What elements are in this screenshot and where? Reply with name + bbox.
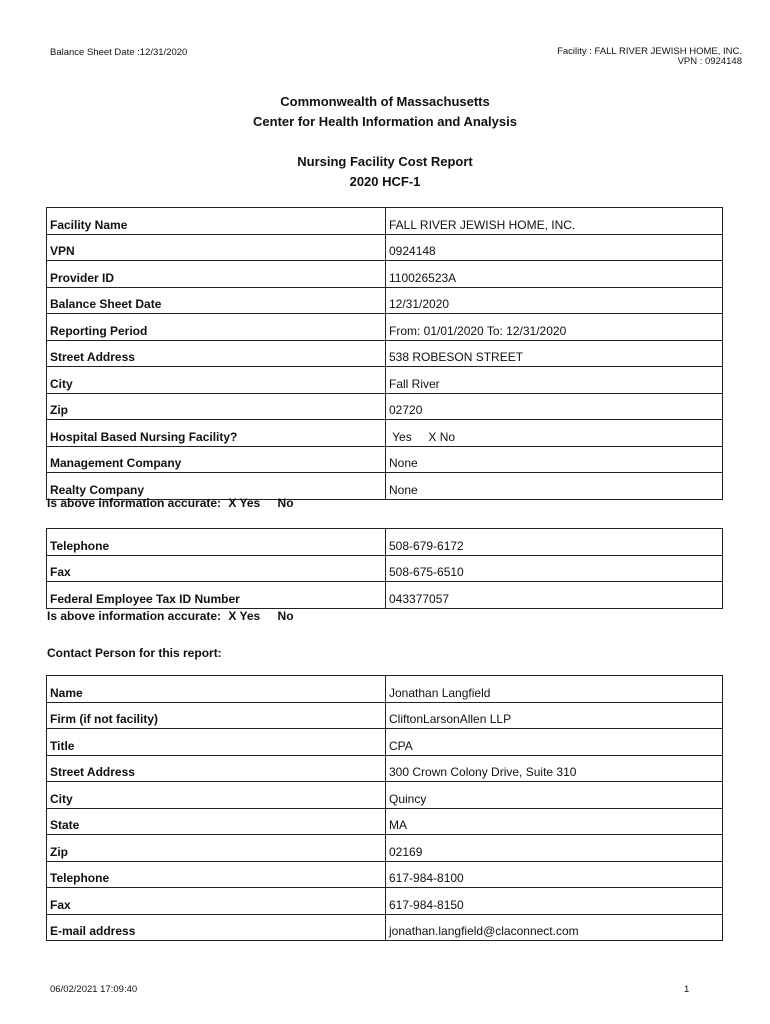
contact-person-heading: Contact Person for this report: bbox=[47, 646, 222, 660]
table-row bbox=[47, 914, 723, 941]
row-label: Realty Company bbox=[47, 473, 386, 500]
row-value: Jonathan Langfield bbox=[386, 676, 723, 703]
row-label: Provider ID bbox=[47, 261, 386, 288]
accuracy-question-1 bbox=[47, 496, 294, 510]
table-row bbox=[47, 393, 723, 420]
table-row bbox=[47, 287, 723, 314]
row-value: 0924148 bbox=[386, 234, 723, 261]
row-value: CliftonLarsonAllen LLP bbox=[386, 702, 723, 729]
row-label: E-mail address bbox=[47, 914, 386, 941]
table-row bbox=[47, 835, 723, 862]
row-label: VPN bbox=[47, 234, 386, 261]
accuracy-yes-option: X Yes bbox=[228, 496, 261, 510]
table-row bbox=[47, 808, 723, 835]
table-row bbox=[47, 702, 723, 729]
facility-contact-table bbox=[46, 528, 723, 609]
title-commonwealth: Commonwealth of Massachusetts bbox=[280, 94, 490, 109]
table-row bbox=[47, 529, 723, 556]
table-row bbox=[47, 861, 723, 888]
row-label: City bbox=[47, 782, 386, 809]
row-value: None bbox=[386, 446, 723, 473]
row-value: 300 Crown Colony Drive, Suite 310 bbox=[386, 755, 723, 782]
table-row bbox=[47, 261, 723, 288]
table-row bbox=[47, 340, 723, 367]
row-label: Reporting Period bbox=[47, 314, 386, 341]
row-value: 508-675-6510 bbox=[386, 555, 723, 582]
table-row bbox=[47, 676, 723, 703]
row-label: Fax bbox=[47, 888, 386, 915]
row-label: Telephone bbox=[47, 529, 386, 556]
row-value: 617-984-8150 bbox=[386, 888, 723, 915]
row-value: 043377057 bbox=[386, 582, 723, 609]
row-label: Hospital Based Nursing Facility? bbox=[47, 420, 386, 447]
row-label: Street Address bbox=[47, 755, 386, 782]
header-vpn: VPN : 0924148 bbox=[677, 56, 742, 67]
row-label: Federal Employee Tax ID Number bbox=[47, 582, 386, 609]
row-value: 617-984-8100 bbox=[386, 861, 723, 888]
row-label: Fax bbox=[47, 555, 386, 582]
row-label: Telephone bbox=[47, 861, 386, 888]
row-label: Management Company bbox=[47, 446, 386, 473]
header-facility: Facility : FALL RIVER JEWISH HOME, INC. bbox=[557, 46, 742, 57]
row-value: Quincy bbox=[386, 782, 723, 809]
row-value: 02720 bbox=[386, 393, 723, 420]
row-value: None bbox=[386, 473, 723, 500]
title-form-code: 2020 HCF-1 bbox=[349, 174, 421, 189]
table-row bbox=[47, 582, 723, 609]
row-label: Name bbox=[47, 676, 386, 703]
row-value: CPA bbox=[386, 729, 723, 756]
title-center: Center for Health Information and Analysis bbox=[253, 114, 517, 129]
accuracy-yes-option: X Yes bbox=[228, 609, 261, 623]
facility-info-table bbox=[46, 207, 723, 500]
header-facility-block bbox=[557, 47, 742, 67]
row-label: Title bbox=[47, 729, 386, 756]
title-report: Nursing Facility Cost Report bbox=[297, 154, 473, 169]
row-value: MA bbox=[386, 808, 723, 835]
footer-timestamp: 06/02/2021 17:09:40 bbox=[50, 984, 138, 995]
table-row bbox=[47, 755, 723, 782]
table-row bbox=[47, 729, 723, 756]
table-row bbox=[47, 888, 723, 915]
table-row bbox=[47, 420, 723, 447]
row-label: Zip bbox=[47, 393, 386, 420]
row-label: City bbox=[47, 367, 386, 394]
table-row bbox=[47, 234, 723, 261]
row-label: Zip bbox=[47, 835, 386, 862]
header-balance-sheet-date: Balance Sheet Date :12/31/2020 bbox=[50, 47, 188, 58]
row-label: Facility Name bbox=[47, 208, 386, 235]
row-value: 538 ROBESON STREET bbox=[386, 340, 723, 367]
row-label: Street Address bbox=[47, 340, 386, 367]
accuracy-question-text: Is above information accurate: bbox=[47, 609, 222, 623]
table-row bbox=[47, 446, 723, 473]
row-value: 12/31/2020 bbox=[386, 287, 723, 314]
accuracy-question-2 bbox=[47, 609, 294, 623]
row-label: State bbox=[47, 808, 386, 835]
accuracy-no-option: No bbox=[277, 496, 294, 510]
table-row bbox=[47, 208, 723, 235]
contact-person-table bbox=[46, 675, 723, 941]
table-row bbox=[47, 555, 723, 582]
accuracy-no-option: No bbox=[277, 609, 294, 623]
row-value: 110026523A bbox=[386, 261, 723, 288]
row-value: FALL RIVER JEWISH HOME, INC. bbox=[386, 208, 723, 235]
row-value: 508-679-6172 bbox=[386, 529, 723, 556]
accuracy-question-text: Is above information accurate: bbox=[47, 496, 222, 510]
row-label: Firm (if not facility) bbox=[47, 702, 386, 729]
row-value: From: 01/01/2020 To: 12/31/2020 bbox=[386, 314, 723, 341]
row-label: Balance Sheet Date bbox=[47, 287, 386, 314]
table-row bbox=[47, 782, 723, 809]
row-value: Fall River bbox=[386, 367, 723, 394]
row-value: 02169 bbox=[386, 835, 723, 862]
footer-page-number: 1 bbox=[684, 984, 690, 995]
contact-email: jonathan.langfield@claconnect.com bbox=[386, 914, 723, 941]
hospital-based-yes-no: Yes X No bbox=[386, 420, 723, 447]
table-row bbox=[47, 367, 723, 394]
table-row bbox=[47, 314, 723, 341]
